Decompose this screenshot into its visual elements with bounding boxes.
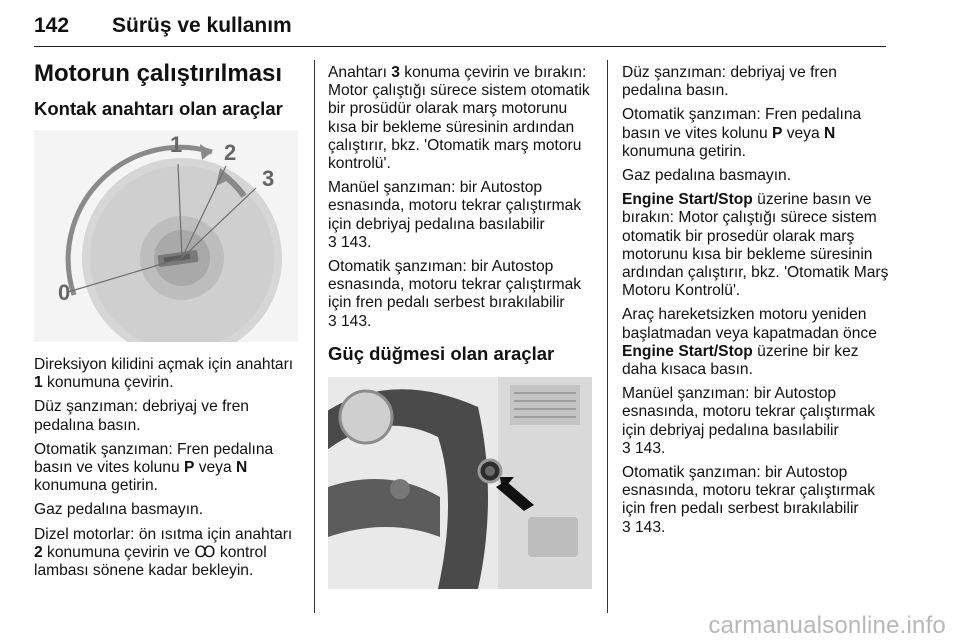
section-title: Motorun çalıştırılması	[34, 60, 283, 87]
position-0-label: 0	[58, 280, 71, 305]
paragraph: Otomatik şanzıman: bir Autostop esnasında, motoru tekrar çalıştırmak için fren pedalı serbest bırakılabilir 3 143.	[328, 258, 582, 330]
running-title: Sürüş ve kullanım	[112, 14, 292, 37]
column-divider	[314, 60, 315, 613]
paragraph: Direksiyon kilidini açmak için anahtarı 1 konumuna çevirin.	[34, 356, 294, 392]
power-button-figure	[328, 377, 592, 589]
glow-plug-icon: Ꝏ	[194, 543, 216, 561]
subsection-title: Güç düğmesi olan araçlar	[328, 342, 555, 364]
paragraph: Düz şanzıman: debriyaj ve fren pedalına basın.	[34, 398, 249, 434]
page-reference: 3 143.	[622, 518, 666, 536]
column-left	[34, 60, 302, 586]
paragraph: Otomatik şanzıman: Fren pedalına basın ve vites kolunu P veya N konumuna getirin.	[34, 440, 274, 495]
subsection-title: Kontak anahtarı olan araçlar	[34, 98, 283, 119]
paragraph: Gaz pedalına basmayın.	[622, 167, 792, 185]
column-right	[622, 64, 890, 543]
paragraph: Otomatik şanzıman: Fren pedalına basın ve vites kolunu P veya N konumuna getirin.	[622, 106, 862, 160]
position-3-label: 3	[262, 166, 275, 191]
page-reference: 3 143.	[622, 439, 666, 457]
page-header	[34, 14, 886, 47]
page-reference: 3 143.	[328, 233, 372, 251]
paragraph: Otomatik şanzıman: bir Autostop esnasında, motoru tekrar çalıştırmak için fren pedalı serbest bırakılabilir 3 143.	[622, 464, 876, 536]
paragraph: Manüel şanzıman: bir Autostop esnasında, motoru tekrar çalıştırmak için debriyaj pedalına basılabilir 3 143.	[622, 385, 876, 457]
watermark: carmanualsonline.info	[708, 612, 946, 639]
column-middle	[328, 64, 596, 589]
position-2-label: 2	[224, 140, 237, 165]
paragraph: Araç hareketsizken motoru yeniden başlatmadan veya kapatmadan önce Engine Start/Stop üzerine bir kez daha kısaca basın.	[622, 306, 877, 379]
paragraph: Anahtarı 3 konuma çevirin ve bırakın: Motor çalıştığı sürece sistem otomatik bir prosüdür olarak marş motorunu kısa bir bekleme süresinin ardından çalıştırır, bkz. 'Otomatik marş motoru kontrolü'.	[328, 64, 590, 173]
position-1-label: 1	[170, 132, 183, 157]
paragraph: Manüel şanzıman: bir Autostop esnasında, motoru tekrar çalıştırmak için debriyaj pedalına basılabilir 3 143.	[328, 179, 582, 251]
page-reference: 3 143.	[328, 312, 372, 330]
paragraph: Düz şanzıman: debriyaj ve fren pedalına basın.	[622, 64, 837, 100]
page-number: 142	[34, 14, 70, 37]
paragraph: Gaz pedalına basmayın.	[34, 501, 204, 519]
ignition-key-figure	[34, 130, 298, 342]
paragraph: Dizel motorlar: ön ısıtma için anahtarı 2 konumuna çevirin ve Ꝏ kontrol lambası sönene kadar bekleyin.	[34, 525, 293, 580]
paragraph: Engine Start/Stop üzerine basın ve bırakın: Motor çalıştığı sürece sistem otomatik bir prosedür olarak marş motorunu kısa bir bekleme süresinin ardından çalıştırır, bkz. 'Otomatik Marş Motoru Kontrolü'.	[622, 191, 889, 300]
column-divider	[607, 60, 608, 613]
